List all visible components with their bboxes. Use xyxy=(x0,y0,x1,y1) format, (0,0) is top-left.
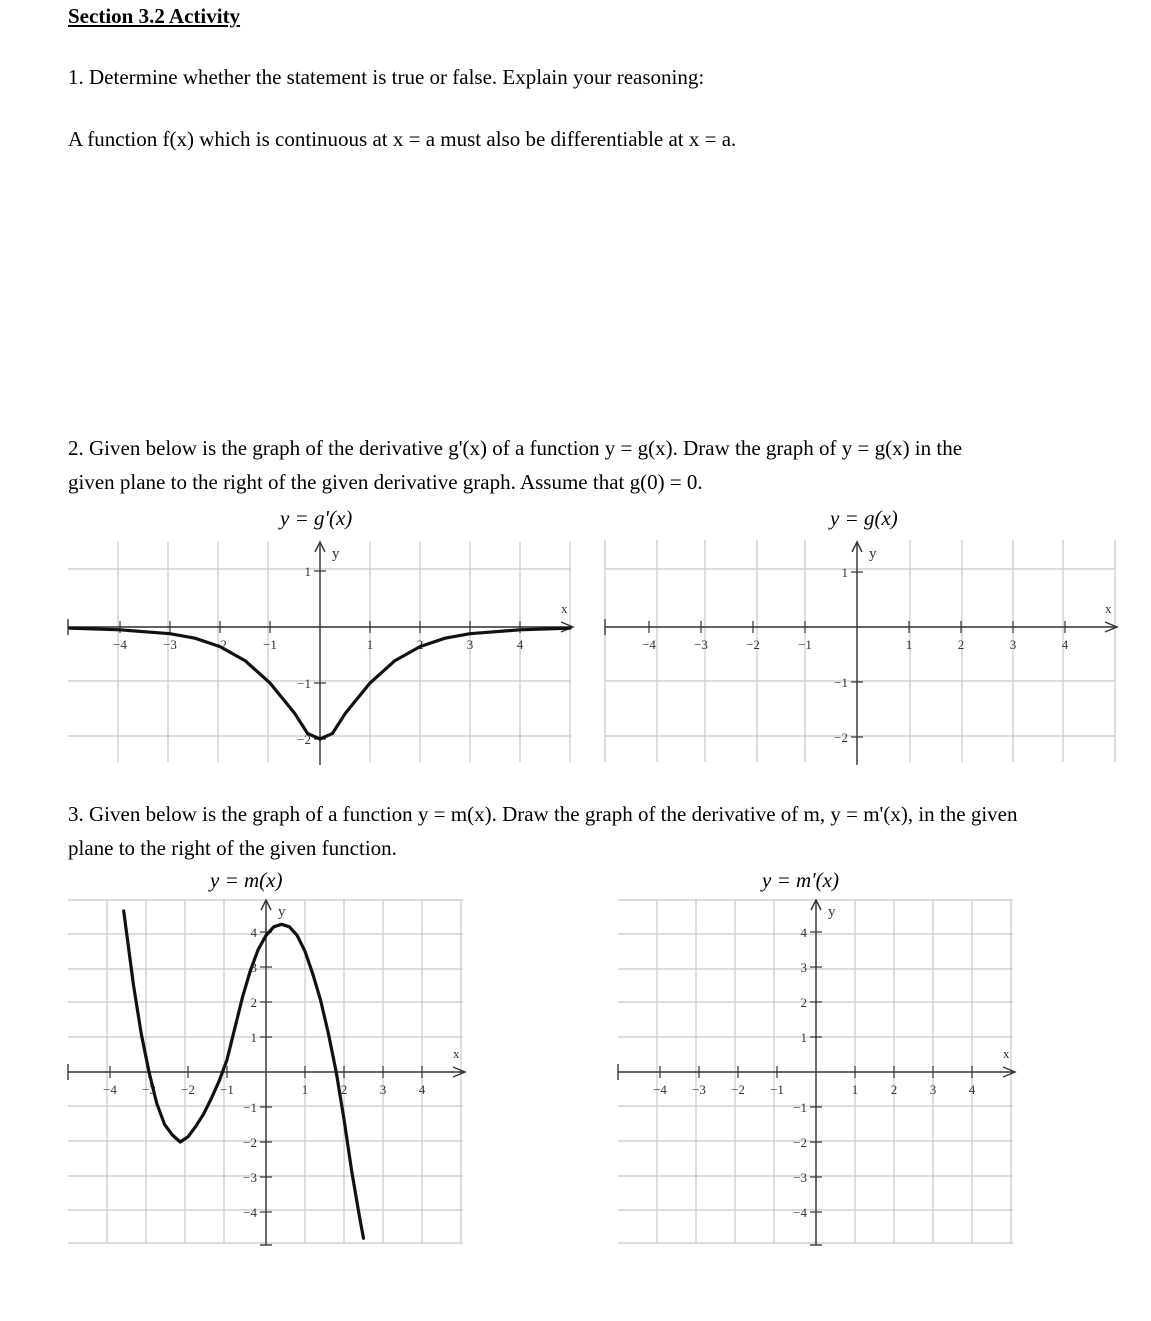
x-tick-label: 1 xyxy=(366,637,374,652)
y-tick-label: 1 xyxy=(304,564,311,579)
y-axis-label: y xyxy=(828,904,836,920)
y-tick-label: 1 xyxy=(250,1030,257,1045)
y-tick-label: −2 xyxy=(834,730,848,745)
q1-prompt: 1. Determine whether the statement is true or false. Explain your reasoning: xyxy=(68,65,705,89)
y-tick-label: 2 xyxy=(250,995,257,1010)
x-tick-label: −1 xyxy=(220,1082,234,1097)
q1-statement: A function f(x) which is continuous at x = a must also be differentiable at x = a. xyxy=(68,127,737,151)
x-axis-label: x xyxy=(453,1046,460,1061)
y-tick-label: 4 xyxy=(250,925,257,940)
y-tick-label: 1 xyxy=(841,565,848,580)
x-tick-label: −3 xyxy=(163,637,177,652)
m-graph-label: y = m(x) xyxy=(210,868,283,892)
y-axis-label: y xyxy=(278,904,286,920)
y-tick-label: −1 xyxy=(793,1100,807,1115)
y-tick-label: 1 xyxy=(800,1030,807,1045)
m-prime-graph-label: y = m'(x) xyxy=(762,868,839,892)
x-tick-label: −4 xyxy=(103,1082,117,1097)
x-axis-label: x xyxy=(1003,1046,1010,1061)
q2-text-line1: 2. Given below is the graph of the derivative g'(x) of a function y = g(x). Draw the graph of y = g(x) in the xyxy=(68,436,963,460)
y-tick-label: −2 xyxy=(297,732,311,747)
x-tick-label: 1 xyxy=(851,1082,859,1097)
y-tick-label: −3 xyxy=(793,1170,807,1185)
m-prime-answer-plane[interactable] xyxy=(618,898,1015,1245)
x-axis-label: x xyxy=(1105,601,1112,616)
x-tick-label: −2 xyxy=(181,1082,195,1097)
x-tick-label: 4 xyxy=(968,1082,976,1097)
x-tick-label: 2 xyxy=(957,637,965,652)
y-tick-label: −4 xyxy=(793,1205,807,1220)
y-tick-label: 3 xyxy=(800,960,807,975)
y-tick-label: 2 xyxy=(800,995,807,1010)
y-tick-label: −1 xyxy=(834,675,848,690)
y-tick-label: −3 xyxy=(243,1170,257,1185)
y-axis-label: y xyxy=(332,546,340,562)
x-tick-label: −1 xyxy=(798,637,812,652)
x-tick-label: −3 xyxy=(142,1082,156,1097)
y-axis-label: y xyxy=(869,546,877,562)
y-tick-label: −4 xyxy=(243,1205,257,1220)
x-tick-label: 3 xyxy=(466,637,474,652)
q3-text-line1: 3. Given below is the graph of a function y = m(x). Draw the graph of the derivative of m, y = m'(x), in the given xyxy=(68,802,1018,826)
x-tick-label: 4 xyxy=(1061,637,1069,652)
g-prime-graph-label: y = g'(x) xyxy=(280,506,353,530)
x-tick-label: 3 xyxy=(1009,637,1017,652)
y-tick-label: −2 xyxy=(243,1135,257,1150)
x-tick-label: 2 xyxy=(416,637,424,652)
series-curve xyxy=(124,911,364,1238)
x-axis-label: x xyxy=(561,601,568,616)
y-tick-label: 4 xyxy=(800,925,807,940)
x-tick-label: −3 xyxy=(694,637,708,652)
section-title: Section 3.2 Activity xyxy=(68,4,241,28)
q3-text-line2: plane to the right of the given function. xyxy=(68,836,397,860)
x-tick-label: −2 xyxy=(213,637,227,652)
x-tick-label: 1 xyxy=(301,1082,309,1097)
x-tick-label: −3 xyxy=(692,1082,706,1097)
m-graph xyxy=(68,898,465,1245)
x-tick-label: 4 xyxy=(418,1082,426,1097)
x-tick-label: −4 xyxy=(642,637,656,652)
x-tick-label: −2 xyxy=(746,637,760,652)
y-tick-label: −2 xyxy=(793,1135,807,1150)
x-tick-label: 3 xyxy=(929,1082,937,1097)
y-tick-label: −1 xyxy=(243,1100,257,1115)
q2-text-line2: given plane to the right of the given derivative graph. Assume that g(0) = 0. xyxy=(68,470,703,494)
x-tick-label: 3 xyxy=(379,1082,387,1097)
x-tick-label: 2 xyxy=(890,1082,898,1097)
g-answer-plane[interactable] xyxy=(605,540,1117,765)
g-graph-label: y = g(x) xyxy=(830,506,898,530)
x-tick-label: −1 xyxy=(770,1082,784,1097)
x-tick-label: −2 xyxy=(731,1082,745,1097)
x-tick-label: 2 xyxy=(340,1082,348,1097)
y-tick-label: −1 xyxy=(297,676,311,691)
g-prime-graph xyxy=(68,540,573,765)
x-tick-label: 1 xyxy=(905,637,913,652)
x-tick-label: −1 xyxy=(263,637,277,652)
x-tick-label: −4 xyxy=(653,1082,667,1097)
x-tick-label: −4 xyxy=(113,637,127,652)
x-tick-label: 4 xyxy=(516,637,524,652)
y-tick-label: 3 xyxy=(250,960,257,975)
